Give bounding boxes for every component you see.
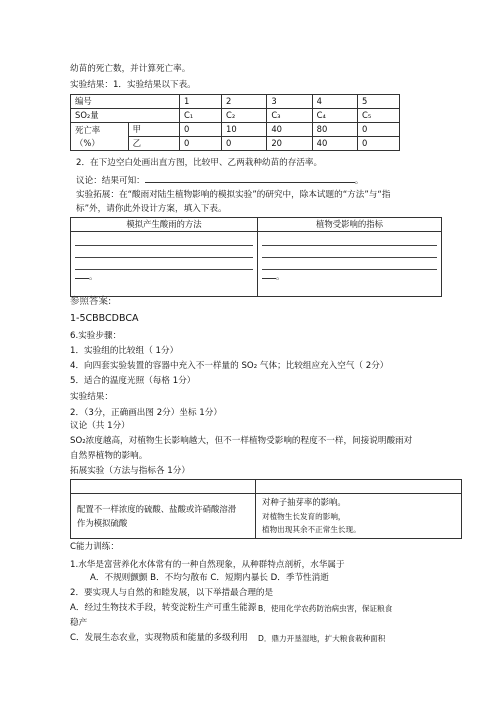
text-line: 2．要实现人与自然的和睦发展，以下举措最合理的是	[70, 588, 274, 598]
table-cell: 2	[221, 95, 266, 109]
table-row	[71, 480, 462, 494]
table-row	[71, 109, 400, 123]
index-text: 植物出现其余不正常生长现。	[262, 525, 361, 535]
table-cell: SO₂量	[71, 109, 180, 123]
table-cell: C₅	[357, 109, 399, 123]
text-line: 标”外，请你此外设计方案，填入下表。	[76, 204, 227, 214]
text-line: C．发展生态农业，实现物质和能量的多级利用	[70, 633, 248, 643]
table-header: 植物受影响的指标	[258, 218, 442, 232]
text-line: SO₂浓度越高，对植物生长影响越大，但不一样植物受影响的程度不一样，间接说明酸雨对	[70, 436, 413, 446]
table-cell: 20	[267, 137, 312, 151]
text-line: 自然界植物的影响。	[70, 451, 148, 461]
text-line: 拓展实验（方法与指标各 1分）	[70, 466, 190, 476]
table-cell: C₃	[267, 109, 312, 123]
answer-title: 参照答案:	[70, 296, 112, 307]
end-mark: 。	[276, 271, 285, 281]
text-line: 实验结果：1．实验结果以下表。	[70, 80, 196, 90]
table-cell: 0	[180, 137, 222, 151]
table-row	[71, 137, 400, 151]
text-line: 1．实验组的比较组（ 1分）	[70, 346, 179, 356]
text-line: B．使用化学农药防治病虫害，保证粮食	[258, 604, 393, 613]
method-answer-cell	[71, 494, 256, 539]
text-line: 实验拓展：在“酸雨对陆生植物影响的模拟实验”的研究中，除本试题的“方法”与“指	[76, 190, 391, 200]
method-text: 作为模拟硫酸	[77, 517, 128, 528]
table-cell: 40	[312, 137, 357, 151]
table-cell: 编号	[71, 95, 180, 109]
table-cell: 0	[357, 123, 399, 137]
table-row	[71, 494, 462, 539]
text-line: 1.水华是富营养化水体常有的一种自然现象，从种群特点剖析，水华属于	[70, 560, 345, 570]
section-title: C能力训练：	[70, 542, 119, 552]
answer-mc: 1-5CBBCDBCA	[70, 313, 139, 324]
results-table	[70, 94, 400, 151]
table-cell: 5	[357, 95, 399, 109]
index-cell[interactable]	[258, 232, 442, 297]
table-cell: 40	[267, 123, 312, 137]
table-cell: 乙	[128, 137, 179, 151]
design-table	[70, 217, 442, 297]
text-line: 2．在下边空白处画出直方图，比较甲、乙两栽种幼苗的存活率。	[76, 158, 323, 168]
index-text: 对植物生长发育的影响，	[262, 511, 346, 521]
text-line: 稳产	[70, 618, 88, 628]
table-row	[71, 218, 442, 232]
text-line: A．经过生物技术手段，转变淀粉生产可重生能源	[70, 603, 257, 613]
table-cell: 3	[267, 95, 312, 109]
text-line: 6.实验步骤：	[70, 331, 122, 341]
table-row	[71, 123, 400, 137]
discussion-suffix: 。	[354, 176, 364, 186]
table-cell: C₁	[180, 109, 222, 123]
table-row	[71, 232, 442, 297]
text-line: 2．（3分，正确画出图 2分）坐标 1分）	[70, 408, 222, 418]
answer-table	[70, 479, 462, 539]
text-line: 4．向四套实验装置的容器中充入不一样量的 SO₂ 气体；比较组应充入空气（ 2分）	[70, 361, 389, 371]
text-line: 5．适合的温度光照（每格 1分）	[70, 376, 196, 386]
end-mark: 。	[89, 271, 98, 281]
table-header: 模拟产生酸雨的方法	[71, 218, 258, 232]
table-cell: 80	[312, 123, 357, 137]
discussion-prefix: 议论：结果可知：	[76, 176, 145, 186]
table-cell	[256, 480, 462, 494]
table-cell: 甲	[128, 123, 179, 137]
table-cell: 死亡率	[71, 123, 129, 137]
table-cell: （%）	[71, 137, 129, 151]
table-row	[71, 95, 400, 109]
method-cell[interactable]	[71, 232, 258, 297]
table-cell: C₄	[312, 109, 357, 123]
text-line: 议论（共 1分）	[70, 421, 130, 431]
table-cell: 0	[180, 123, 222, 137]
table-cell: 0	[221, 137, 266, 151]
table-cell: 0	[357, 137, 399, 151]
discussion-line	[76, 174, 363, 187]
answer-blank[interactable]	[145, 174, 355, 183]
text-line: 实验结果：	[70, 392, 113, 402]
method-text: 配置不一样浓度的硫酸、盐酸或许硝酸溶滑	[77, 504, 237, 514]
table-cell: C₂	[221, 109, 266, 123]
table-cell: 1	[180, 95, 222, 109]
text-line: A．不规则颤颤 B．不均匀散布 C．短期内暴长 D．季节性消逝	[90, 573, 329, 583]
index-text: 对种子抽芽率的影响。	[262, 497, 346, 508]
index-answer-cell	[256, 494, 462, 539]
table-cell	[71, 480, 256, 494]
table-cell: 10	[221, 123, 266, 137]
table-cell: 4	[312, 95, 357, 109]
text-line: D．鼎力开垦湿地，扩大粮食栽种面积	[258, 634, 386, 643]
text-line: 幼苗的死亡数，并计算死亡率。	[70, 64, 191, 74]
